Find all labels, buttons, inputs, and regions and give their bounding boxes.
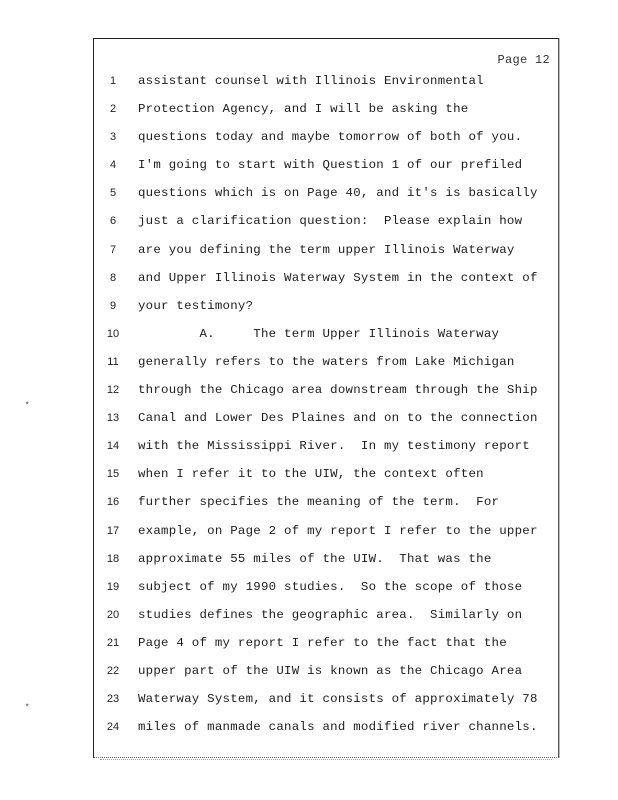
line-number: 12: [106, 384, 120, 397]
line-number: 8: [109, 271, 117, 284]
transcript-line: [94, 206, 558, 234]
line-text: Protection Agency, and I will be asking the: [138, 102, 469, 117]
transcript-line: [94, 291, 558, 319]
line-text: assistant counsel with Illinois Environmental: [138, 74, 484, 88]
line-text: questions today and maybe tomorrow of both of you.: [138, 130, 523, 145]
line-number: 15: [106, 468, 120, 481]
line-text: upper part of the UIW is known as the Chicago Area: [138, 663, 523, 678]
page-bottom-edge: [100, 759, 552, 760]
transcript-line: [94, 544, 558, 572]
transcript-line: [94, 122, 558, 150]
line-text: subject of my 1990 studies. So the scope of those: [138, 579, 523, 594]
page-right-edge: [559, 38, 560, 758]
transcript-line: [94, 431, 558, 459]
line-text: with the Mississippi River. In my testimony report: [138, 439, 530, 454]
transcript-page: [93, 38, 559, 758]
transcript-line: [94, 600, 558, 628]
line-number: 2: [109, 103, 117, 116]
line-text: through the Chicago area downstream through the Ship: [138, 383, 538, 398]
line-number: 17: [106, 524, 120, 537]
line-text: miles of manmade canals and modified river channels.: [138, 720, 538, 735]
transcript-line: [94, 319, 558, 347]
line-number: 20: [106, 608, 120, 621]
transcript-line: [94, 572, 558, 600]
transcript-line: [94, 66, 558, 94]
line-number: 21: [106, 636, 120, 649]
line-text: when I refer it to the UIW, the context often: [138, 467, 484, 482]
line-number: 11: [107, 355, 119, 368]
transcript-line: [94, 403, 558, 431]
line-text: Page 4 of my report I refer to the fact that the: [138, 635, 507, 650]
line-text: Canal and Lower Des Plaines and on to the connection: [138, 411, 538, 426]
transcript-line: [94, 656, 558, 684]
line-text: just a clarification question: Please explain how: [138, 214, 523, 229]
line-text: generally refers to the waters from Lake Michigan: [138, 354, 515, 369]
line-text: approximate 55 miles of the UIW. That was the: [138, 551, 492, 566]
transcript-line: [94, 487, 558, 515]
line-number: 16: [106, 496, 120, 509]
line-text: Waterway System, and it consists of approximately 78: [138, 692, 538, 707]
line-number: 10: [106, 327, 120, 340]
transcript-line: [94, 628, 558, 656]
line-number: 6: [109, 215, 117, 228]
page-number: Page 12: [497, 53, 550, 67]
transcript-line: [94, 375, 558, 403]
line-number: 23: [106, 693, 120, 706]
line-number: 7: [109, 243, 117, 256]
transcript-line: [94, 684, 558, 712]
transcript-line: [94, 263, 558, 291]
transcript-line: [94, 347, 558, 375]
line-number: 5: [109, 187, 117, 200]
scan-margin-speck: ⋆: [24, 398, 31, 409]
line-text: further specifies the meaning of the term. For: [138, 495, 500, 510]
line-number: 24: [106, 721, 120, 734]
transcript-line: [94, 94, 558, 122]
line-number: 14: [106, 440, 120, 453]
line-text: your testimony?: [138, 298, 254, 313]
line-number: 22: [106, 664, 120, 677]
transcript-line: [94, 516, 558, 544]
transcript-lines: [94, 66, 558, 740]
line-number: 4: [109, 159, 117, 172]
line-number: 18: [106, 552, 120, 565]
line-number: 3: [109, 131, 117, 144]
transcript-line: [94, 712, 558, 740]
transcript-line: [94, 178, 558, 206]
transcript-line: [94, 235, 558, 263]
line-text: A. The term Upper Illinois Waterway: [138, 326, 500, 341]
transcript-line: [94, 150, 558, 178]
line-text: I'm going to start with Question 1 of our prefiled: [138, 158, 523, 173]
line-text: and Upper Illinois Waterway System in the context of: [138, 270, 538, 285]
line-text: questions which is on Page 40, and it's is basically: [138, 186, 538, 201]
line-number: 19: [106, 580, 120, 593]
line-text: example, on Page 2 of my report I refer to the upper: [138, 523, 538, 538]
line-number: 1: [109, 75, 117, 87]
line-number: 13: [106, 412, 120, 425]
line-text: studies defines the geographic area. Similarly on: [138, 607, 523, 622]
line-text: are you defining the term upper Illinois Waterway: [138, 242, 515, 257]
transcript-line: [94, 459, 558, 487]
scan-margin-speck: ⋆: [24, 700, 31, 711]
line-number: 9: [109, 299, 117, 312]
